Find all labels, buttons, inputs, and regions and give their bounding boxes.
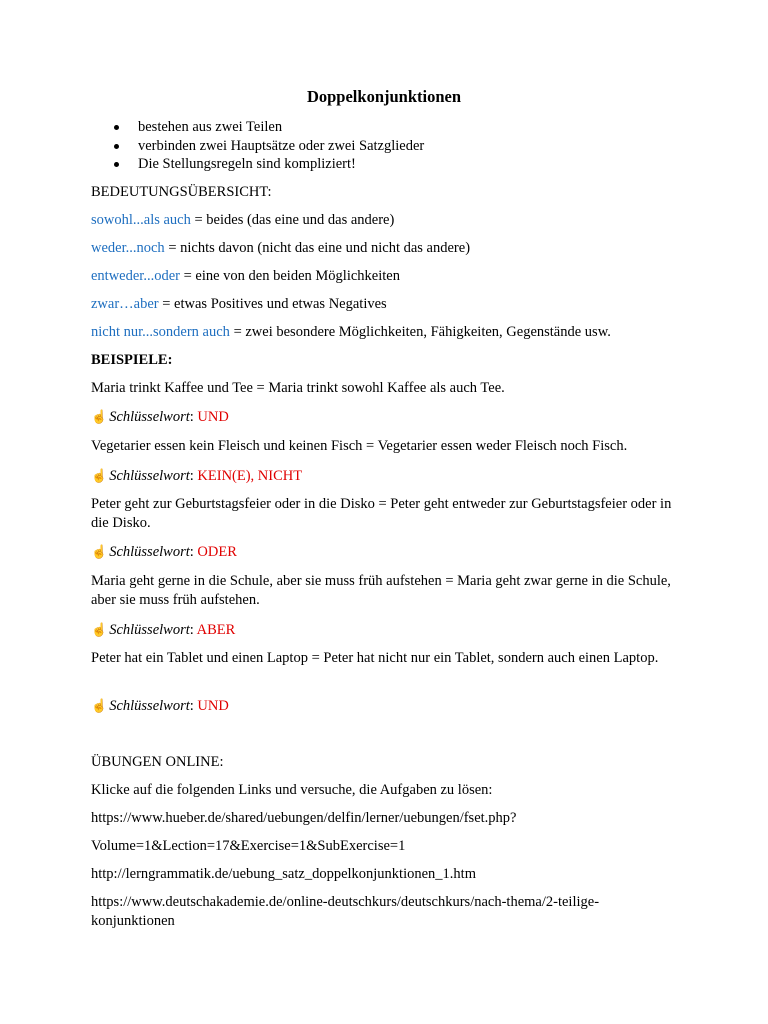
- keyword-label: Schlüsselwort: [109, 409, 190, 425]
- conjunction-term: zwar…aber: [91, 296, 159, 312]
- link-deutschakademie[interactable]: https://www.deutschakademie.de/online-deutschkurs/deutschkurs/nach-thema/2-teilige-konjunktionen: [91, 894, 600, 929]
- link-hueber-params[interactable]: Volume=1&Lection=17&Exercise=1&SubExercise=1: [91, 838, 406, 854]
- keyword-label: Schlüsselwort: [109, 468, 190, 484]
- hand-pointer-icon: ☝: [91, 468, 108, 483]
- meaning-line: [91, 239, 470, 257]
- meaning-text: = nichts davon (nicht das eine und nicht das andere): [164, 240, 471, 256]
- meaning-text: = etwas Positives und etwas Negatives: [158, 296, 387, 312]
- conjunction-term: sowohl...als auch: [91, 212, 191, 228]
- hand-pointer-icon: ☝: [91, 409, 108, 424]
- bullet-icon: [114, 162, 119, 167]
- keyword-line: [91, 543, 237, 561]
- overview-heading: BEDEUTUNGSÜBERSICHT:: [91, 184, 272, 200]
- example-sentence: Maria trinkt Kaffee und Tee = Maria trinkt sowohl Kaffee als auch Tee.: [91, 380, 505, 396]
- conjunction-term: weder...noch: [91, 240, 165, 256]
- hand-pointer-icon: ☝: [91, 698, 108, 713]
- keyword-value: ODER: [197, 544, 237, 560]
- keyword-line: [91, 621, 235, 639]
- link-hueber[interactable]: https://www.hueber.de/shared/uebungen/delfin/lerner/uebungen/fset.php?: [91, 810, 517, 826]
- keyword-colon: :: [189, 698, 198, 714]
- meaning-text: = beides (das eine und das andere): [190, 212, 395, 228]
- keyword-value: UND: [197, 409, 229, 425]
- bullet-icon: [114, 125, 119, 130]
- meaning-line: [91, 295, 387, 313]
- keyword-label: Schlüsselwort: [109, 622, 190, 638]
- bullet-item: bestehen aus zwei Teilen: [108, 118, 424, 137]
- keyword-label: Schlüsselwort: [109, 698, 190, 714]
- hand-pointer-icon: ☝: [91, 544, 108, 559]
- online-intro: Klicke auf die folgenden Links und versuche, die Aufgaben zu lösen:: [91, 782, 493, 798]
- example-sentence: Peter hat ein Tablet und einen Laptop = Peter hat nicht nur ein Tablet, sondern auch einen Laptop.: [91, 650, 659, 666]
- bullet-item: Die Stellungsregeln sind kompliziert!: [108, 155, 424, 174]
- keyword-colon: :: [189, 544, 198, 560]
- meaning-text: = eine von den beiden Möglichkeiten: [179, 268, 400, 284]
- keyword-line: [91, 697, 229, 715]
- keyword-colon: :: [189, 468, 198, 484]
- example-sentence: Peter geht zur Geburtstagsfeier oder in die Disko = Peter geht entweder zur Geburtstagsfeier oder in die Disko.: [91, 496, 672, 531]
- example-sentence: Maria geht gerne in die Schule, aber sie muss früh aufstehen = Maria geht zwar gerne in die Schule, aber sie muss früh aufstehen.: [91, 573, 671, 608]
- meaning-line: [91, 211, 394, 229]
- meaning-line: [91, 267, 400, 285]
- examples-heading: BEISPIELE:: [91, 352, 173, 368]
- keyword-line: [91, 408, 229, 426]
- keyword-colon: :: [189, 409, 198, 425]
- keyword-value: KEIN(E), NICHT: [197, 468, 303, 484]
- bullet-item: verbinden zwei Hauptsätze oder zwei Satzglieder: [108, 137, 424, 156]
- conjunction-term: nicht nur...sondern auch: [91, 324, 230, 340]
- conjunction-term: entweder...oder: [91, 268, 180, 284]
- keyword-label: Schlüsselwort: [109, 544, 190, 560]
- page-title: Doppelkonjunktionen: [306, 87, 462, 106]
- link-lerngrammatik[interactable]: http://lerngrammatik.de/uebung_satz_doppelkonjunktionen_1.htm: [91, 866, 476, 882]
- keyword-value: ABER: [196, 622, 236, 638]
- hand-pointer-icon: ☝: [91, 622, 108, 637]
- bullet-icon: [114, 144, 119, 149]
- online-heading: ÜBUNGEN ONLINE:: [91, 754, 224, 770]
- bullet-list: [108, 118, 424, 174]
- meaning-text: = zwei besondere Möglichkeiten, Fähigkeiten, Gegenstände usw.: [229, 324, 611, 340]
- keyword-value: UND: [197, 698, 229, 714]
- keyword-colon: :: [189, 622, 197, 638]
- meaning-line: [91, 323, 611, 341]
- keyword-line: [91, 467, 302, 485]
- example-sentence: Vegetarier essen kein Fleisch und keinen Fisch = Vegetarier essen weder Fleisch noch Fisch.: [91, 438, 628, 454]
